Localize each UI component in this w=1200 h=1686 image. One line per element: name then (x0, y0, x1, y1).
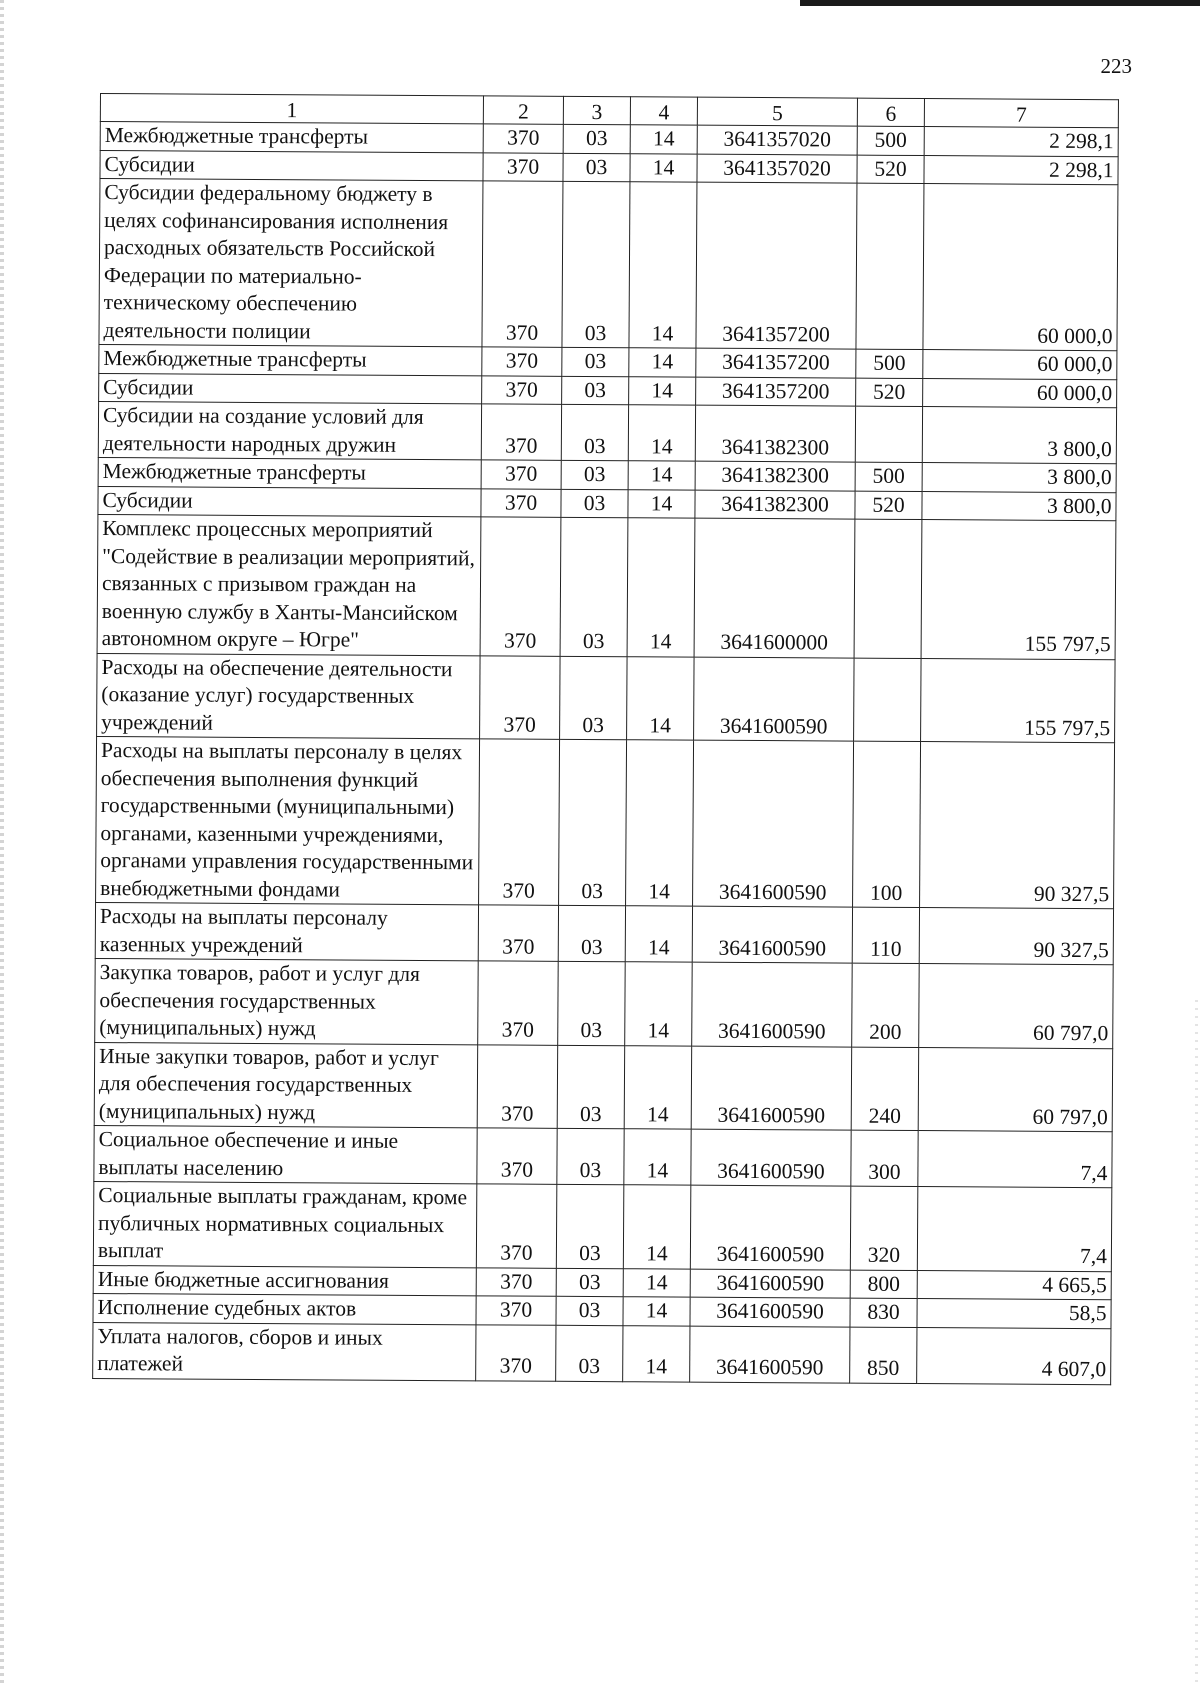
row-col-4-cell: 14 (628, 489, 695, 518)
row-col-4-cell: 14 (630, 125, 697, 154)
row-col-3-cell: 03 (558, 905, 625, 961)
row-col-6-cell: 200 (852, 963, 920, 1047)
table-row (98, 401, 1116, 463)
row-col-6-cell: 320 (850, 1186, 918, 1270)
row-col-2-cell: 370 (478, 961, 559, 1045)
row-col-5-cell: 3641357200 (696, 377, 856, 406)
row-col-3-cell: 03 (557, 1128, 624, 1184)
row-amount-cell: 3 800,0 (922, 407, 1116, 464)
row-col-6-cell: 850 (850, 1327, 917, 1383)
row-name-cell: Социальное обеспечение и иные выплаты населению (94, 1125, 477, 1183)
row-col-2-cell: 370 (476, 1324, 556, 1380)
row-col-5-cell: 3641600590 (690, 1326, 850, 1383)
row-col-5-cell: 3641382300 (695, 490, 855, 519)
scan-right-edge (1195, 1000, 1198, 1686)
row-amount-cell: 58,5 (917, 1299, 1111, 1329)
row-name-cell: Межбюджетные трансферты (98, 457, 481, 488)
row-col-2-cell: 370 (480, 517, 561, 656)
row-amount-cell: 90 327,5 (920, 742, 1115, 909)
row-col-5-cell: 3641600590 (690, 1269, 850, 1298)
row-col-2-cell: 370 (477, 1128, 557, 1184)
row-amount-cell: 155 797,5 (921, 658, 1116, 743)
row-col-5-cell: 3641600590 (692, 962, 853, 1046)
row-col-2-cell: 370 (477, 1044, 558, 1128)
row-amount-cell: 7,4 (917, 1187, 1112, 1272)
row-name-cell: Субсидии (99, 373, 482, 404)
header-col-6: 6 (857, 98, 924, 126)
row-col-3-cell: 03 (560, 656, 628, 740)
row-col-4-cell: 14 (624, 1045, 692, 1129)
row-col-5-cell: 3641382300 (695, 461, 855, 490)
header-col-1: 1 (100, 94, 483, 124)
row-col-4-cell: 14 (623, 1185, 691, 1269)
row-name-cell: Межбюджетные трансферты (99, 344, 482, 375)
row-col-3-cell: 03 (561, 460, 628, 489)
row-col-6-cell: 100 (853, 741, 921, 907)
row-col-6-cell: 300 (851, 1130, 918, 1186)
row-col-6-cell (854, 658, 922, 742)
table-row (94, 1042, 1112, 1132)
scan-left-edge (0, 0, 4, 1686)
table-row (99, 179, 1118, 351)
row-col-3-cell: 03 (556, 1296, 623, 1325)
row-col-6-cell: 520 (857, 155, 924, 184)
row-amount-cell: 4 665,5 (917, 1270, 1111, 1300)
row-name-cell: Иные бюджетные ассигнования (93, 1265, 476, 1296)
row-col-6-cell: 520 (855, 491, 922, 520)
row-col-3-cell: 03 (556, 1184, 624, 1268)
row-amount-cell: 60 797,0 (919, 964, 1114, 1049)
table-row (96, 736, 1115, 908)
row-name-cell: Субсидии (98, 486, 481, 517)
row-col-3-cell: 03 (556, 1325, 623, 1381)
row-col-2-cell: 370 (480, 655, 561, 739)
row-col-3-cell: 03 (562, 376, 629, 405)
row-col-5-cell: 3641357020 (697, 125, 857, 154)
row-name-cell: Межбюджетные трансферты (100, 122, 483, 153)
row-col-6-cell: 500 (856, 349, 923, 378)
row-col-4-cell: 14 (625, 906, 692, 962)
row-name-cell: Субсидии (100, 150, 483, 181)
row-name-cell: Социальные выплаты гражданам, кроме публичных нормативных социальных выплат (93, 1181, 477, 1267)
row-col-5-cell: 3641382300 (695, 405, 855, 462)
page-number: 223 (1100, 54, 1132, 78)
row-col-2-cell: 370 (476, 1267, 556, 1296)
row-name-cell: Расходы на обеспечение деятельности (оказание услуг) государственных учреждений (97, 653, 481, 739)
row-name-cell: Иные закупки товаров, работ и услуг для обеспечения государственных (муниципальных) нужд (94, 1042, 478, 1128)
row-amount-cell: 4 607,0 (917, 1327, 1111, 1384)
row-amount-cell: 60 000,0 (923, 350, 1117, 380)
row-col-3-cell: 03 (562, 181, 630, 347)
row-col-2-cell: 370 (481, 488, 561, 517)
row-col-4-cell: 14 (625, 962, 693, 1046)
row-col-3-cell: 03 (563, 153, 630, 182)
row-col-4-cell: 14 (623, 1297, 690, 1326)
row-col-4-cell: 14 (627, 518, 695, 657)
row-col-3-cell: 03 (559, 739, 627, 905)
table-row (95, 958, 1113, 1048)
row-col-6-cell (854, 519, 922, 658)
row-col-4-cell: 14 (624, 1129, 691, 1185)
row-col-6-cell (856, 183, 924, 349)
row-name-cell: Закупка товаров, работ и услуг для обеспечения государственных (муниципальных) нужд (95, 958, 479, 1044)
table-row (97, 653, 1115, 743)
row-col-5-cell: 3641600590 (691, 1046, 852, 1130)
row-col-4-cell: 14 (629, 182, 697, 348)
row-col-6-cell: 110 (852, 907, 919, 963)
row-amount-cell: 2 298,1 (924, 127, 1118, 157)
row-col-2-cell: 370 (482, 347, 562, 376)
row-amount-cell: 60 000,0 (923, 378, 1117, 408)
row-col-6-cell: 500 (857, 126, 924, 155)
row-col-3-cell: 03 (557, 1045, 625, 1129)
row-col-3-cell: 03 (562, 347, 629, 376)
row-col-5-cell: 3641600590 (693, 740, 854, 907)
row-col-4-cell: 14 (628, 405, 695, 461)
row-col-3-cell: 03 (558, 961, 626, 1045)
row-name-cell: Комплекс процессных мероприятий "Содействие в реализации мероприятий, связанных с призывом граждан на военную службу в Ханты-Мансийском автономном округе – Югре" (97, 514, 481, 655)
table-row (93, 1322, 1111, 1384)
row-col-6-cell (855, 406, 922, 462)
table-row (95, 902, 1113, 964)
row-amount-cell: 3 800,0 (922, 463, 1116, 493)
row-col-2-cell: 370 (481, 404, 561, 460)
row-amount-cell: 90 327,5 (919, 908, 1113, 965)
row-col-3-cell: 03 (556, 1268, 623, 1297)
row-name-cell: Субсидии на создание условий для деятельности народных дружин (98, 401, 481, 459)
row-col-2-cell: 370 (482, 375, 562, 404)
table-body (93, 122, 1119, 1385)
row-col-4-cell: 14 (626, 740, 694, 906)
row-col-4-cell: 14 (629, 348, 696, 377)
row-col-5-cell: 3641600590 (694, 657, 855, 741)
row-col-3-cell: 03 (560, 517, 628, 656)
row-col-4-cell: 14 (623, 1325, 690, 1381)
row-amount-cell: 7,4 (918, 1131, 1112, 1188)
budget-table (92, 93, 1119, 1385)
row-col-4-cell: 14 (630, 153, 697, 182)
row-name-cell: Исполнение судебных актов (93, 1293, 476, 1324)
row-col-2-cell: 370 (476, 1184, 557, 1268)
row-col-4-cell: 14 (629, 376, 696, 405)
row-col-5-cell: 3641600000 (694, 518, 855, 657)
row-name-cell: Расходы на выплаты персоналу казенных учреждений (95, 902, 478, 960)
row-amount-cell: 60 797,0 (918, 1047, 1113, 1132)
row-col-2-cell: 370 (476, 1296, 556, 1325)
table-row (97, 514, 1116, 659)
row-amount-cell: 155 797,5 (921, 520, 1116, 660)
header-col-2: 2 (483, 96, 563, 124)
row-col-5-cell: 3641600590 (690, 1297, 850, 1326)
header-col-5: 5 (697, 97, 857, 126)
row-col-5-cell: 3641357200 (696, 348, 856, 377)
row-col-6-cell: 800 (850, 1270, 917, 1299)
row-col-2-cell: 370 (479, 739, 560, 905)
row-col-2-cell: 370 (482, 181, 563, 347)
row-amount-cell: 60 000,0 (923, 184, 1118, 351)
row-col-5-cell: 3641600590 (691, 1129, 851, 1186)
row-name-cell: Расходы на выплаты персоналу в целях обеспечения выполнения функций государственными (муниципальными) органами, казенными учреждениями, органами управления государственными внебюджетными фондами (96, 736, 480, 904)
row-col-2-cell: 370 (481, 460, 561, 489)
row-col-4-cell: 14 (627, 656, 695, 740)
row-col-5-cell: 3641600590 (692, 906, 852, 963)
row-col-6-cell: 520 (856, 378, 923, 407)
budget-table-container (92, 93, 1118, 1385)
row-col-3-cell: 03 (561, 404, 628, 460)
row-col-6-cell: 830 (850, 1298, 917, 1327)
header-col-3: 3 (563, 96, 630, 124)
row-col-5-cell: 3641600590 (690, 1185, 851, 1269)
row-amount-cell: 2 298,1 (924, 155, 1118, 185)
row-col-5-cell: 3641357020 (697, 154, 857, 183)
row-col-6-cell: 240 (851, 1047, 919, 1131)
header-col-4: 4 (630, 97, 697, 125)
row-col-6-cell: 500 (855, 462, 922, 491)
row-amount-cell: 3 800,0 (922, 491, 1116, 521)
table-row (93, 1181, 1111, 1271)
row-col-4-cell: 14 (628, 461, 695, 490)
row-col-2-cell: 370 (478, 905, 558, 961)
row-col-2-cell: 370 (483, 124, 563, 153)
header-col-7: 7 (924, 99, 1118, 128)
row-name-cell: Субсидии федеральному бюджету в целях софинансирования исполнения расходных обязательств Российской Федерации по материально-техническому обеспечению деятельности полиции (99, 179, 483, 347)
row-col-4-cell: 14 (623, 1268, 690, 1297)
row-col-3-cell: 03 (563, 124, 630, 153)
row-col-3-cell: 03 (561, 489, 628, 518)
row-name-cell: Уплата налогов, сборов и иных платежей (93, 1322, 476, 1380)
row-col-2-cell: 370 (483, 152, 563, 181)
row-col-5-cell: 3641357200 (696, 182, 857, 349)
scan-top-rule (800, 0, 1200, 6)
table-row (94, 1125, 1112, 1187)
